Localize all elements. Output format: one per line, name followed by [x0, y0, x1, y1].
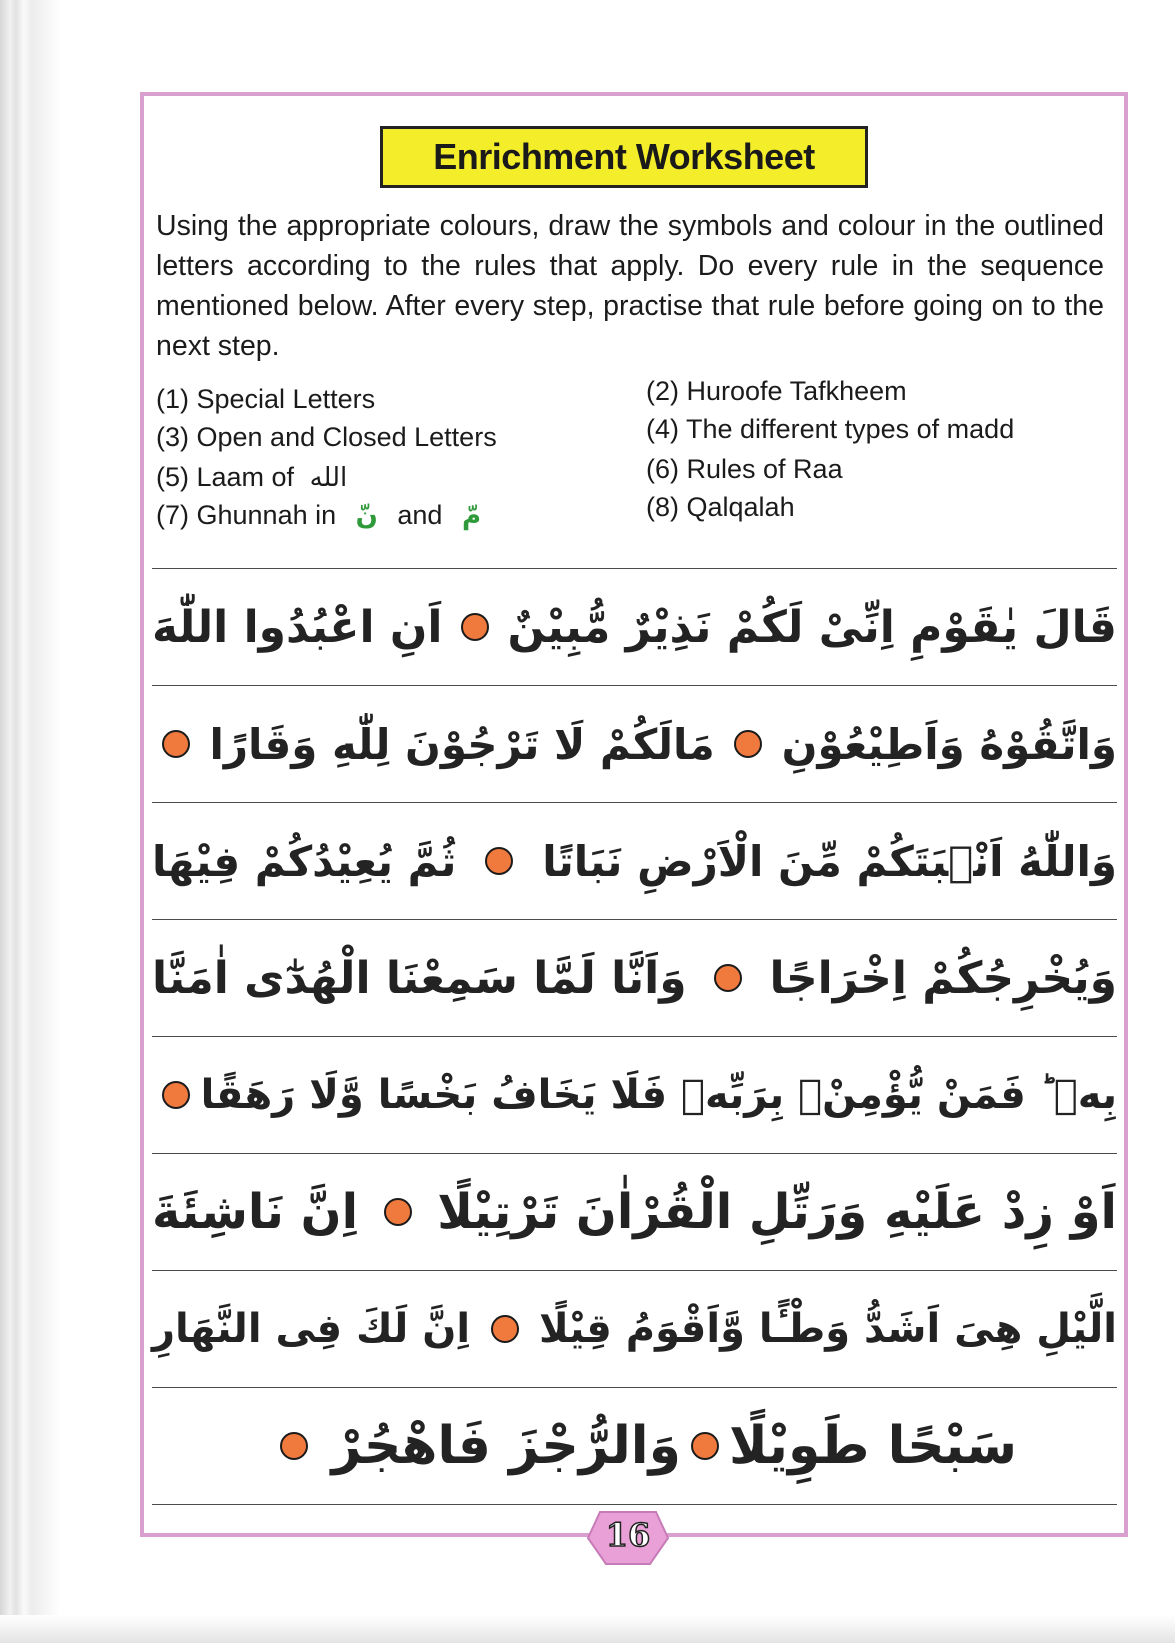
rule-2	[646, 376, 907, 407]
rule-1	[156, 384, 375, 415]
verse-stop-marker	[734, 730, 762, 758]
rule-8	[646, 492, 795, 523]
verse-stop-marker	[384, 1198, 412, 1226]
rules-list	[156, 376, 1104, 544]
verse-stop-marker	[162, 1081, 190, 1109]
verse-text: وَيُخْرِجُكُمْ اِخْرَاجًا	[769, 952, 1117, 1004]
page-number-badge	[586, 1508, 670, 1566]
rule-4	[646, 414, 1014, 445]
verse-text: وَاللّٰهُ اَنْۢبَتَكُمْ مِّنَ الْاَرْضِ نَبَاتًا	[542, 836, 1117, 886]
verse-text: اَوْ زِدْ عَلَيْهِ وَرَتِّلِ الْقُرْاٰنَ تَرْتِيْلًا	[437, 1184, 1117, 1240]
rule-label: (7) Ghunnah in	[156, 500, 337, 530]
verse-text: وَاتَّقُوْهُ وَاَطِيْعُوْنِ	[781, 719, 1117, 769]
verse-line-6	[152, 1154, 1117, 1270]
page-edge-shadow	[0, 0, 60, 1643]
rule-6	[646, 454, 843, 485]
rule-7	[156, 500, 493, 531]
verse-text: اِنَّ لَكَ فِى النَّهَارِ	[152, 1306, 471, 1352]
verse-line-1	[152, 569, 1117, 685]
rule-label: (5) Laam of	[156, 462, 295, 492]
verse-stop-marker	[162, 730, 190, 758]
verse-text: وَالرُّجْزَ فَاهْجُرْ	[331, 1416, 681, 1476]
rule-label: (6) Rules of Raa	[646, 454, 843, 484]
verse-lines	[152, 568, 1117, 1504]
page-number: 16	[605, 1516, 651, 1554]
rule-3	[156, 422, 497, 453]
rule-label: (4) The different types of madd	[646, 414, 1015, 444]
allah-symbol: الله	[309, 463, 348, 493]
title-banner	[380, 126, 868, 188]
rule-joiner: and	[397, 500, 443, 530]
verse-text: مَالَكُمْ لَا تَرْجُوْنَ لِلّٰهِ وَقَارًا	[209, 719, 715, 769]
meem-shaddah-symbol: مّ	[461, 501, 481, 531]
verse-line-4	[152, 920, 1117, 1036]
verse-stop-marker	[485, 847, 513, 875]
page-bottom-shadow	[0, 1615, 1175, 1643]
verse-stop-marker	[280, 1432, 308, 1460]
verse-text: اَنِ اعْبُدُوا اللّٰهَ	[152, 601, 443, 653]
verse-text: سَبْحًا طَوِيْلًا	[728, 1416, 1017, 1476]
verse-line-8	[152, 1388, 1117, 1504]
verse-text: قَالَ يٰقَوْمِ اِنِّىْ لَكُمْ نَذِيْرٌ مُّبِيْنٌ	[507, 601, 1117, 653]
ruling-line	[152, 1504, 1117, 1505]
rule-label: (8) Qalqalah	[646, 492, 795, 522]
verse-text: اِنَّ نَاشِئَةَ	[152, 1184, 359, 1240]
noon-shaddah-symbol: نّ	[355, 501, 378, 531]
rule-label: (3) Open and Closed Letters	[156, 422, 497, 452]
rule-label: (2) Huroofe Tafkheem	[646, 376, 907, 406]
verse-stop-marker	[491, 1315, 519, 1343]
verse-text: الَّيْلِ هِىَ اَشَدُّ وَطْـًٔا وَّاَقْوَمُ قِيْلًا	[538, 1306, 1117, 1352]
verse-line-5	[152, 1037, 1117, 1153]
verse-line-2	[152, 686, 1117, 802]
rule-label: (1) Special Letters	[156, 384, 376, 414]
verse-line-7	[152, 1271, 1117, 1387]
verse-stop-marker	[461, 613, 489, 641]
worksheet-title: Enrichment Worksheet	[433, 136, 815, 177]
verse-stop-marker	[691, 1432, 719, 1460]
verse-text: بِهٖ ؕ فَمَنْ يُّؤْمِنْۢ بِرَبِّهٖ فَلَا يَخَافُ بَخْسًا وَّلَا رَهَقًا	[200, 1072, 1117, 1118]
instructions-paragraph: Using the appropriate colours, draw the symbols and colour in the outlined letters according to the rules that apply. Do every rule in the sequence mentioned below. After every step, practise that rule before going on to the next step.	[156, 210, 1104, 362]
verse-line-3	[152, 803, 1117, 919]
rule-5	[156, 462, 347, 493]
verse-text: وَاَنَّا لَمَّا سَمِعْنَا الْهُدٰٓى اٰمَنَّا	[152, 952, 687, 1004]
verse-text: ثُمَّ يُعِيْدُكُمْ فِيْهَا	[152, 836, 457, 886]
verse-stop-marker	[714, 964, 742, 992]
